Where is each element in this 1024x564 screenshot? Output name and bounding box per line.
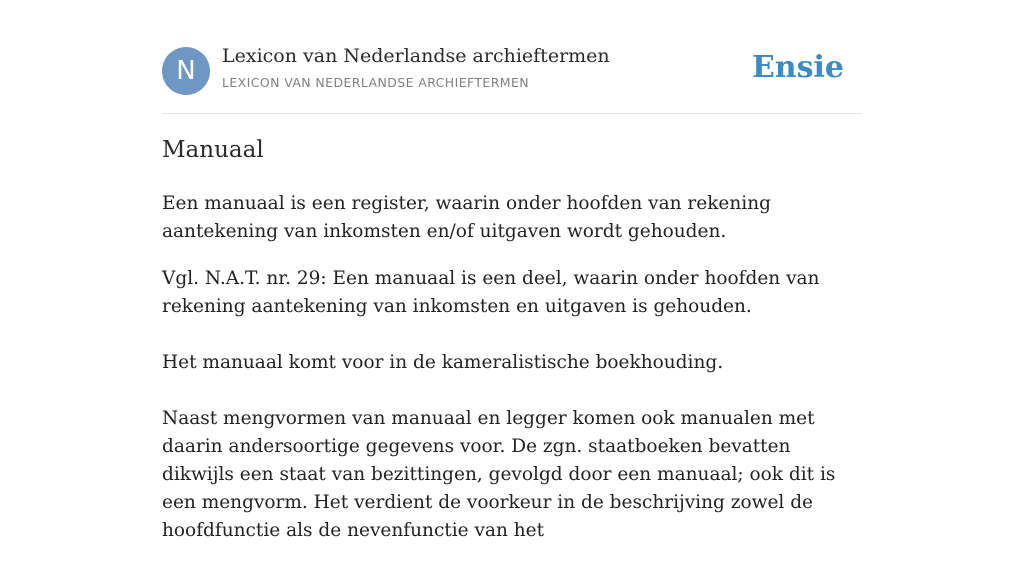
entry-paragraph: Het manuaal komt voor in de kameralistische boekhouding. [162,352,724,373]
entry-body [162,190,864,564]
entry-paragraph: Vgl. N.A.T. nr. 29: Een manuaal is een deel, waarin onder hoofden van rekening aantekening van inkomsten en uitgaven is gehouden. [162,268,820,317]
content-container [162,0,862,541]
header [162,0,862,114]
ensie-logo-link[interactable]: Ensie [751,50,844,85]
entry-term: Manuaal [162,137,264,163]
source-title[interactable]: Lexicon van Nederlandse archieftermen [222,45,610,67]
source-avatar[interactable]: N [162,47,210,95]
entry-paragraph: Naast mengvormen van manuaal en legger komen ook manualen met daarin andersoortige gegevens voor. De zgn. staatboeken bevatten dikwijls een staat van bezittingen, gevolgd door een manuaal; ook dit is een mengvorm. Het verdient de voorkeur in de beschrijving zowel de hoofdfunctie als de nevenfunctie van het [162,408,836,541]
source-subtitle: LEXICON VAN NEDERLANDSE ARCHIEFTERMEN [222,75,530,90]
entry-paragraph: Een manuaal is een register, waarin onder hoofden van rekening aantekening van inkomsten en/of uitgaven wordt gehouden. [162,193,771,242]
